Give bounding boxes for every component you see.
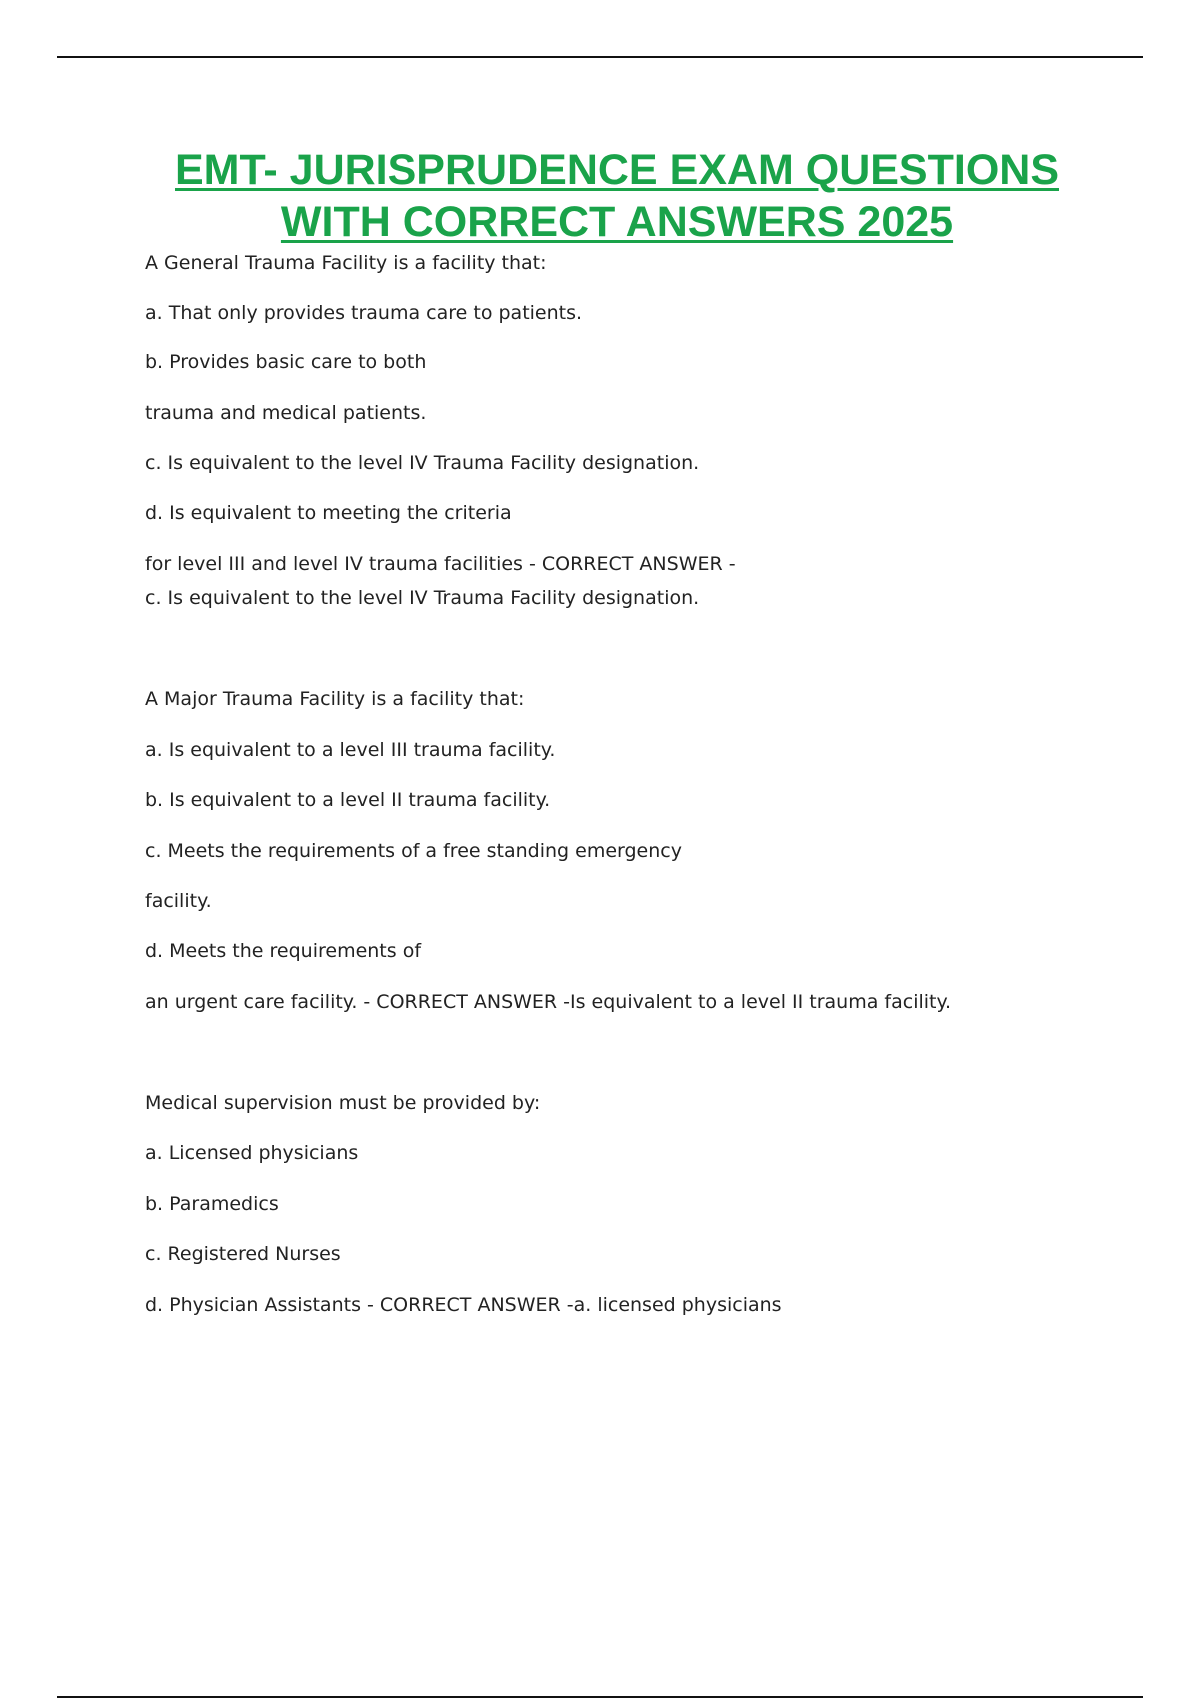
top-rule <box>57 56 1143 58</box>
question-2-prompt: A Major Trauma Facility is a facility that: <box>145 688 525 710</box>
question-1-option-a: a. That only provides trauma care to patients. <box>145 302 583 324</box>
question-1-option-d-cont: for level III and level IV trauma facilities - CORRECT ANSWER - <box>145 553 736 575</box>
question-1-option-c: c. Is equivalent to the level IV Trauma Facility designation. <box>145 452 700 474</box>
question-3-option-c: c. Registered Nurses <box>145 1243 341 1265</box>
document-title <box>0 144 1200 248</box>
question-2-option-c: c. Meets the requirements of a free standing emergency <box>145 840 682 862</box>
question-2-option-d: d. Meets the requirements of <box>145 940 422 962</box>
question-2-option-c-cont: facility. <box>145 890 212 912</box>
question-1-option-d: d. Is equivalent to meeting the criteria <box>145 502 512 524</box>
title-line-2: WITH CORRECT ANSWERS 2025 <box>280 198 954 246</box>
question-2-answer: an urgent care facility. - CORRECT ANSWER -Is equivalent to a level II trauma facility. <box>145 991 952 1013</box>
question-3-option-b: b. Paramedics <box>145 1193 279 1215</box>
question-2-option-a: a. Is equivalent to a level III trauma facility. <box>145 739 556 761</box>
question-3-option-d-answer: d. Physician Assistants - CORRECT ANSWER -a. licensed physicians <box>145 1294 782 1316</box>
question-3-prompt: Medical supervision must be provided by: <box>145 1092 541 1114</box>
bottom-rule <box>57 1696 1143 1698</box>
question-1-option-b: b. Provides basic care to both <box>145 351 427 373</box>
question-1-prompt: A General Trauma Facility is a facility that: <box>145 252 547 274</box>
title-line-1: EMT- JURISPRUDENCE EXAM QUESTIONS <box>175 146 1059 194</box>
question-3-option-a: a. Licensed physicians <box>145 1142 359 1164</box>
question-1-answer: c. Is equivalent to the level IV Trauma Facility designation. <box>145 587 700 609</box>
question-2-option-b: b. Is equivalent to a level II trauma facility. <box>145 789 551 811</box>
question-1-option-b-cont: trauma and medical patients. <box>145 402 427 424</box>
